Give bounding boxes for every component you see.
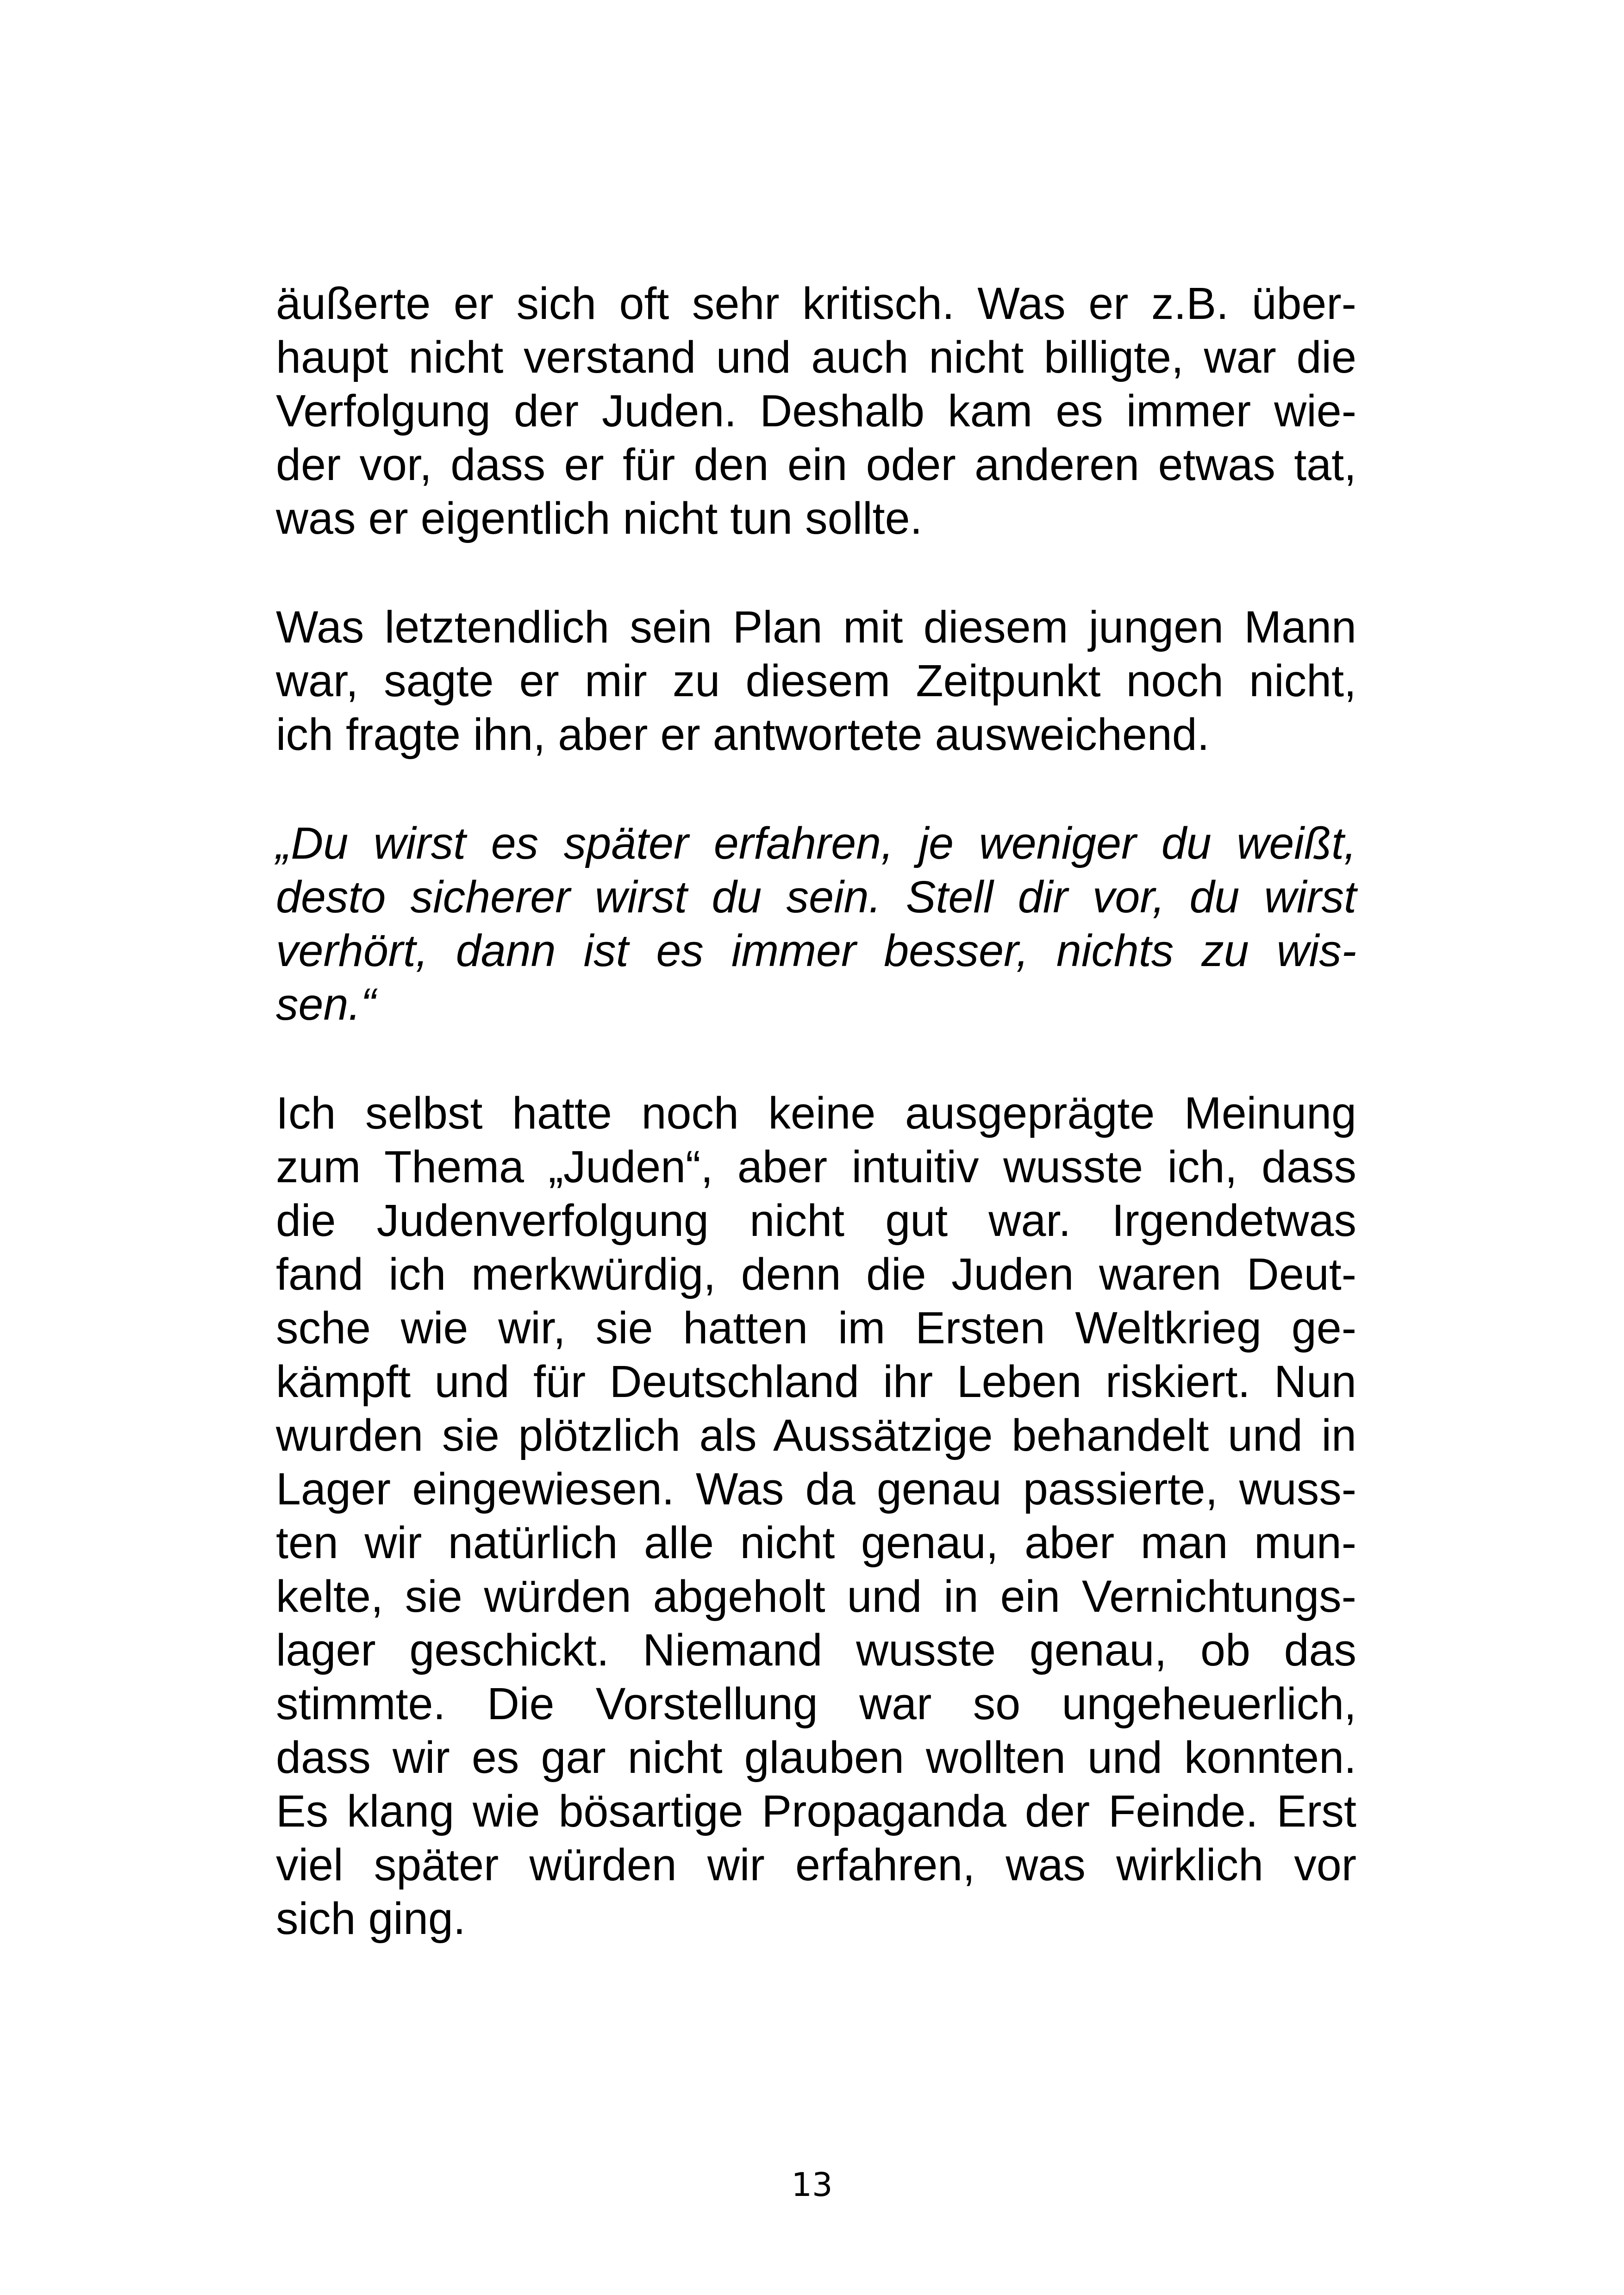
- text-line: „Du wirst es später erfahren, je weniger du weißt,: [276, 818, 1356, 868]
- text-line: ich fragte ihn, aber er antwortete ausweichend.: [276, 709, 1210, 760]
- text-line: kelte, sie würden abgeholt und in ein Vernichtungs-: [276, 1571, 1356, 1621]
- paragraph: [276, 1086, 1356, 1946]
- text-line: sche wie wir, sie hatten im Ersten Weltkrieg ge-: [276, 1303, 1356, 1353]
- page-body: [276, 277, 1356, 1946]
- text-line: Verfolgung der Juden. Deshalb kam es immer wie-: [276, 386, 1356, 436]
- text-line: stimmte. Die Vorstellung war so ungeheuerlich,: [276, 1678, 1356, 1729]
- text-line: der vor, dass er für den ein oder anderen etwas tat,: [276, 439, 1356, 490]
- text-line: die Judenverfolgung nicht gut war. Irgendetwas: [276, 1195, 1356, 1246]
- text-line: war, sagte er mir zu diesem Zeitpunkt noch nicht,: [276, 655, 1356, 706]
- text-line: zum Thema „Juden“, aber intuitiv wusste ich, dass: [276, 1141, 1356, 1192]
- text-line: viel später würden wir erfahren, was wirklich vor: [276, 1840, 1356, 1890]
- text-line: haupt nicht verstand und auch nicht billigte, war die: [276, 332, 1356, 382]
- text-line: äußerte er sich oft sehr kritisch. Was er z.B. über-: [276, 278, 1356, 329]
- text-line: Lager eingewiesen. Was da genau passierte, wuss-: [276, 1464, 1356, 1514]
- text-line: kämpft und für Deutschland ihr Leben riskiert. Nun: [276, 1356, 1356, 1407]
- text-line: Es klang wie bösartige Propaganda der Feinde. Erst: [276, 1786, 1356, 1836]
- text-line: ten wir natürlich alle nicht genau, aber man mun-: [276, 1517, 1356, 1568]
- text-line: Was letztendlich sein Plan mit diesem jungen Mann: [276, 602, 1356, 652]
- text-line: lager geschickt. Niemand wusste genau, ob das: [276, 1625, 1356, 1675]
- quote-paragraph: [276, 817, 1356, 1031]
- text-line: wurden sie plötzlich als Aussätzige behandelt und in: [276, 1410, 1356, 1460]
- text-line: fand ich merkwürdig, denn die Juden waren Deut-: [276, 1249, 1356, 1299]
- text-line: Ich selbst hatte noch keine ausgeprägte Meinung: [276, 1088, 1356, 1138]
- text-line: verhört, dann ist es immer besser, nichts zu wis-: [276, 925, 1356, 976]
- text-line: sen.“: [276, 979, 376, 1029]
- paragraph: [276, 277, 1356, 545]
- page-number: 13: [791, 2166, 833, 2204]
- text-line: was er eigentlich nicht tun sollte.: [276, 493, 923, 543]
- paragraph: [276, 600, 1356, 761]
- text-line: dass wir es gar nicht glauben wollten und konnten.: [276, 1732, 1356, 1783]
- text-line: desto sicherer wirst du sein. Stell dir vor, du wirst: [276, 872, 1356, 922]
- text-line: sich ging.: [276, 1893, 466, 1944]
